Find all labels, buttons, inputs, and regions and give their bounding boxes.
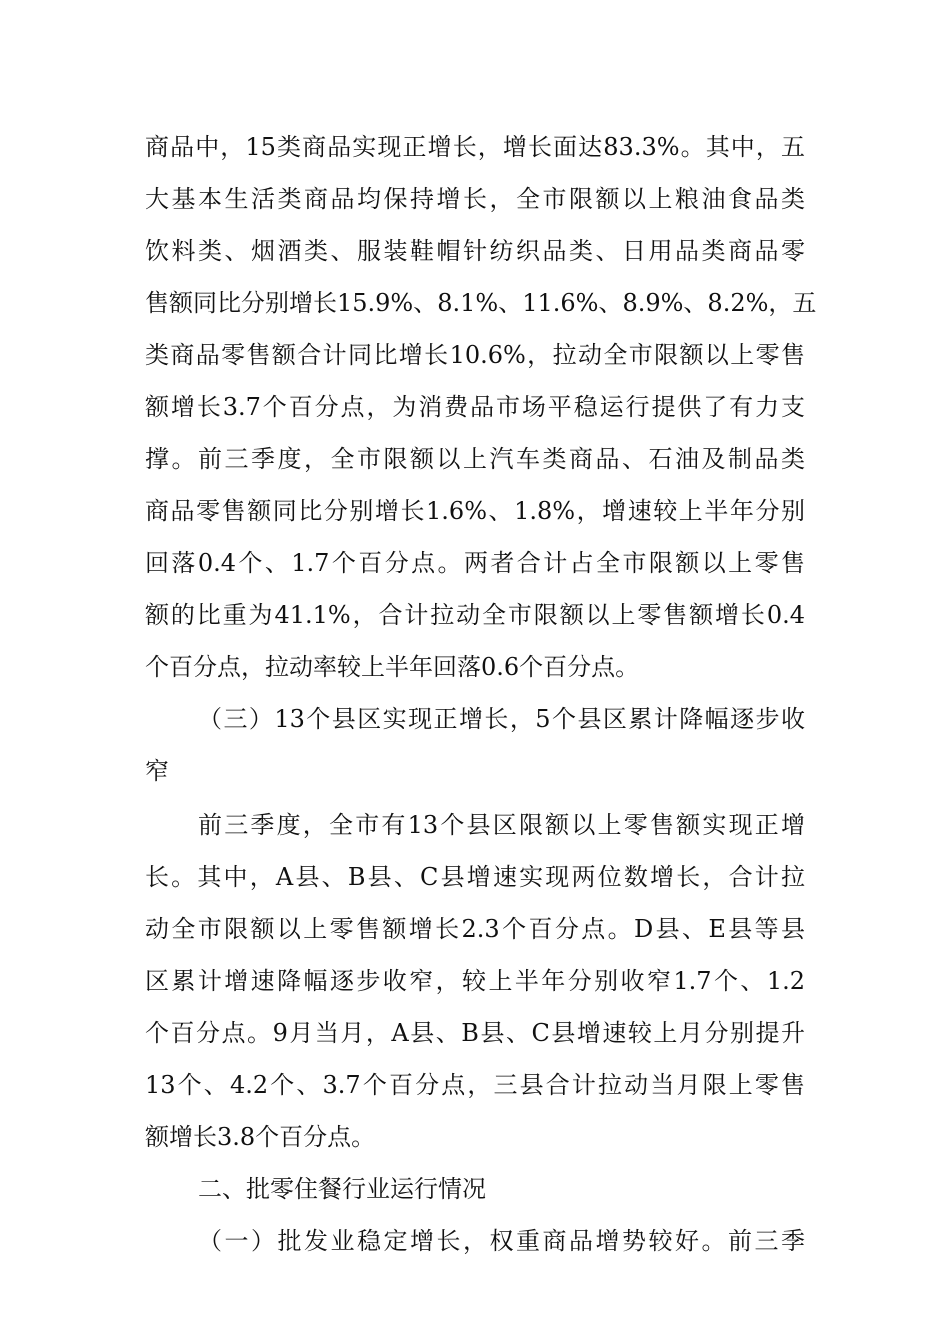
- text-line: 售额同比分别增长15.9%、8.1%、11.6%、8.9%、8.2%，五: [145, 289, 817, 317]
- text-line: 13个、4.2个、3.7个百分点，三县合计拉动当月限上零售: [145, 1071, 805, 1099]
- section-heading-3-cont: 窄: [145, 757, 169, 785]
- text-line: 商品中，15类商品实现正增长，增长面达83.3%。其中，五: [145, 133, 805, 161]
- text-line: 额的比重为41.1%，合计拉动全市限额以上零售额增长0.4: [145, 601, 805, 629]
- section-heading-2-1: （一）批发业稳定增长，权重商品增势较好。前三季: [198, 1227, 805, 1255]
- text-line: 个百分点，拉动率较上半年回落0.6个百分点。: [145, 653, 640, 681]
- text-line: 商品零售额同比分别增长1.6%、1.8%，增速较上半年分别: [145, 497, 805, 525]
- section-heading-3: （三）13个县区实现正增长，5个县区累计降幅逐步收: [198, 705, 805, 733]
- section-heading-2: 二、批零住餐行业运行情况: [198, 1175, 486, 1203]
- text-line: 回落0.4个、1.7个百分点。两者合计占全市限额以上零售: [145, 549, 805, 577]
- text-line: 长。其中，A县、B县、C县增速实现两位数增长，合计拉: [145, 863, 805, 891]
- text-line: 撑。前三季度，全市限额以上汽车类商品、石油及制品类: [145, 445, 805, 473]
- text-line: 个百分点。9月当月，A县、B县、C县增速较上月分别提升: [145, 1019, 805, 1047]
- text-line: 区累计增速降幅逐步收窄，较上半年分别收窄1.7个、1.2: [145, 967, 805, 995]
- text-line: 饮料类、烟酒类、服装鞋帽针纺织品类、日用品类商品零: [145, 237, 805, 265]
- text-line: 大基本生活类商品均保持增长，全市限额以上粮油食品类: [145, 185, 805, 213]
- text-line: 额增长3.7个百分点，为消费品市场平稳运行提供了有力支: [145, 393, 805, 421]
- text-line: 动全市限额以上零售额增长2.3个百分点。D县、E县等县: [145, 915, 805, 943]
- text-line: 类商品零售额合计同比增长10.6%，拉动全市限额以上零售: [145, 341, 805, 369]
- text-line: 额增长3.8个百分点。: [145, 1123, 376, 1151]
- text-line: 前三季度，全市有13个县区限额以上零售额实现正增: [198, 811, 805, 839]
